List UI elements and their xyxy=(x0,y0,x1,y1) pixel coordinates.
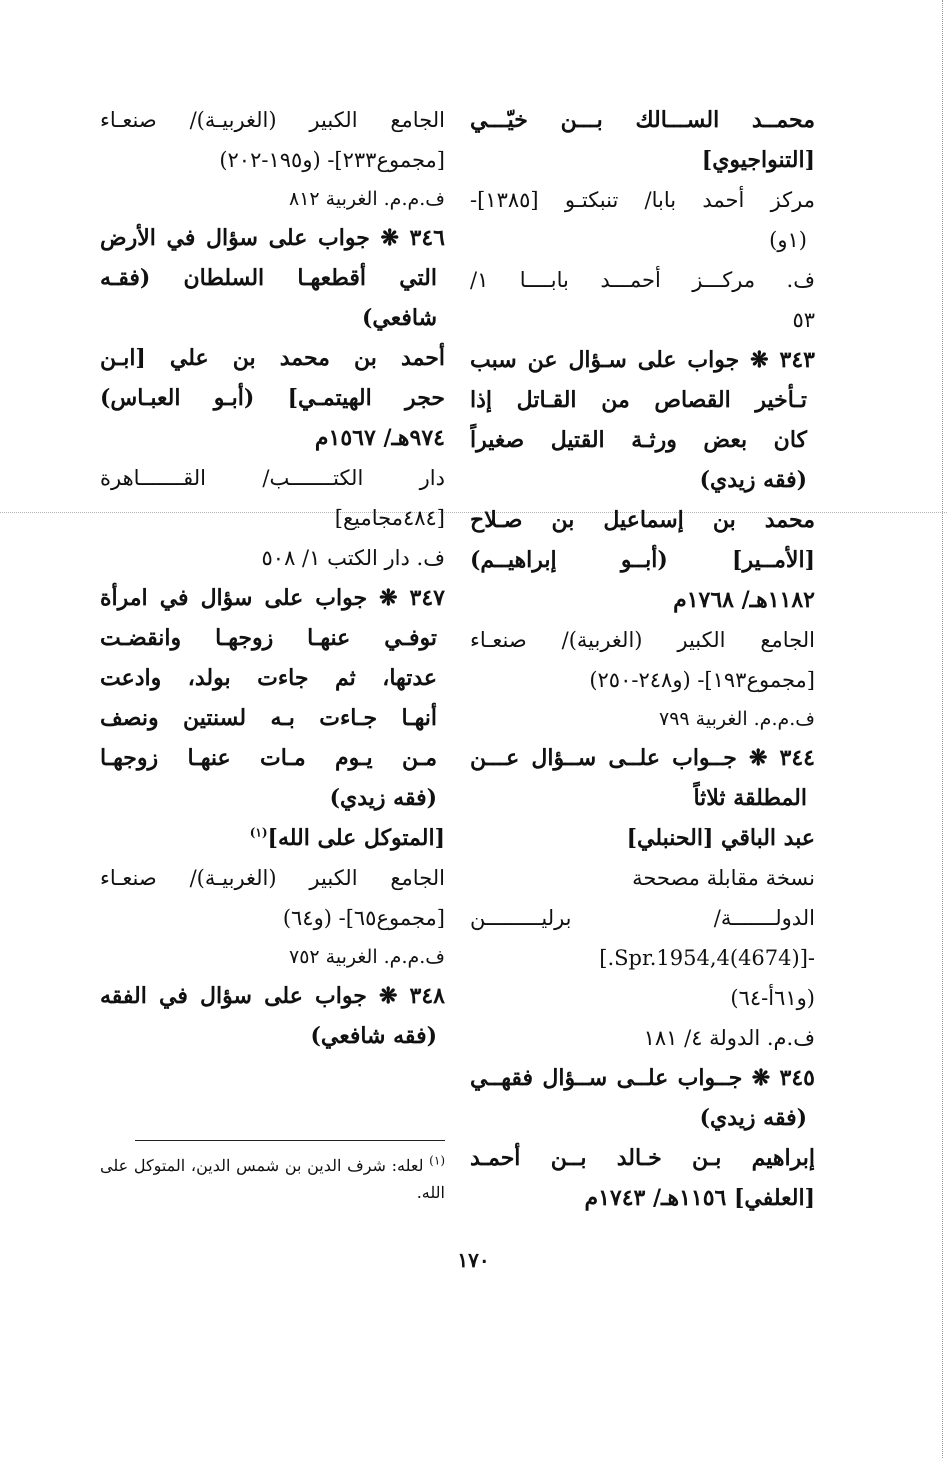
line-text: أحمد بن محمد بن علي [ابـن xyxy=(100,345,445,371)
line-text: مـن يـوم مـات عنهـا زوجهـا xyxy=(100,745,437,771)
right-column-line xyxy=(470,938,815,978)
left-column-line xyxy=(100,976,445,1016)
line-text: ٣٤٣ ❋ جواب على سـؤال عن سبب xyxy=(470,347,815,373)
left-column-line xyxy=(100,140,445,180)
right-column xyxy=(470,100,815,1218)
right-column-line xyxy=(470,858,815,898)
right-column-line xyxy=(470,180,815,220)
right-column-line xyxy=(470,580,815,620)
right-column-line xyxy=(470,260,815,300)
line-text: ٣٤٧ ❋ جواب على سؤال في امرأة xyxy=(100,585,445,611)
left-column-line xyxy=(100,378,445,418)
right-column-line xyxy=(470,100,815,140)
line-text: نسخة مقابلة مصححة xyxy=(632,866,815,890)
line-text: [مجموع١٩٣]- (و٢٤٨-٢٥٠) xyxy=(589,668,815,692)
left-column-line xyxy=(100,298,445,338)
line-text: ٣٤٦ ❋ جواب على سؤال في الأرض xyxy=(100,225,445,251)
line-text: شافعي) xyxy=(361,305,437,331)
line-text: [التنواجيوي] xyxy=(701,147,815,173)
right-column-line xyxy=(470,500,815,540)
footnote-separator xyxy=(135,1140,445,1141)
right-column-line xyxy=(470,700,815,738)
right-column-line xyxy=(470,1178,815,1218)
line-text: ف.م. الدولة ٤/ ١٨١ xyxy=(643,1026,815,1050)
left-column-line xyxy=(100,658,445,698)
left-column xyxy=(100,100,445,1056)
line-text: عبد الباقي [الحنبلي] xyxy=(626,825,815,851)
line-text: محمــد الســـالك بـــن خيّـــي xyxy=(470,107,815,133)
left-column-line xyxy=(100,698,445,738)
line-text: ١١٨٢هـ/ ١٧٦٨م xyxy=(673,587,815,613)
right-column-line xyxy=(470,540,815,580)
page-edge-dotted-line xyxy=(942,0,943,1458)
line-text: مركز أحمد بابا/ تنبكتـو [١٣٨٥]- xyxy=(470,188,815,212)
left-column-line xyxy=(100,538,445,578)
line-text: عدتها، ثم جاءت بولد، وادعت xyxy=(100,665,437,691)
left-column-line xyxy=(100,458,445,498)
line-text: ٣٤٥ ❋ جــواب علــى ســؤال فقهــي xyxy=(470,1065,815,1091)
right-column-line xyxy=(470,620,815,660)
line-text: ٣٤٨ ❋ جواب على سؤال في الفقه xyxy=(100,983,445,1009)
line-text: إبراهيم بـن خـالد بــن أحمـد xyxy=(470,1145,815,1171)
left-column-line xyxy=(100,418,445,458)
right-column-line xyxy=(470,420,815,460)
left-column-line xyxy=(100,498,445,538)
line-text: (فقه شافعي) xyxy=(310,1023,437,1049)
line-text: [٤٨٤مجاميع] xyxy=(334,506,445,530)
line-text: حجر الهيتمـي] (أبـو العبـاس) xyxy=(100,385,445,411)
left-column-line xyxy=(100,180,445,218)
left-column-line xyxy=(100,738,445,778)
right-column-line xyxy=(470,778,815,818)
line-text: الدولـــــــة/ برليـــــــــن xyxy=(470,906,815,930)
line-text: [مجموع٦٥]- (و٦٤) xyxy=(282,906,445,930)
left-column-line xyxy=(100,858,445,898)
line-text: (فقه زيدي) xyxy=(329,785,437,811)
left-column-line xyxy=(100,818,445,858)
right-column-line xyxy=(470,460,815,500)
line-text: المطلقة ثلاثاً xyxy=(693,785,807,811)
line-text: (١و) xyxy=(769,228,807,252)
line-text: ٩٧٤هـ/ ١٥٦٧م xyxy=(314,425,445,451)
line-text: توفـي عنهـا زوجهـا وانقضـت xyxy=(100,625,437,651)
left-column-line xyxy=(100,938,445,976)
right-column-line xyxy=(470,220,815,260)
line-text: التي أقطعهـا السلطان (فقـه xyxy=(100,265,437,291)
left-column-line xyxy=(100,258,445,298)
line-text: ف.م.م. الغربية ٧٥٢ xyxy=(289,946,445,968)
right-column-line xyxy=(470,738,815,778)
line-text: الجامع الكبير (الغربيـة)/ صنعـاء xyxy=(100,866,445,890)
line-text: (فقه زيدي) xyxy=(699,1105,807,1131)
line-text: ف.م.م. الغربية ٨١٢ xyxy=(289,188,445,210)
line-text: [مجموع٢٣٣]- (و١٩٥-٢٠٢) xyxy=(219,148,445,172)
line-text: [المتوكل على الله] xyxy=(267,825,445,851)
footnote-reference: (١) xyxy=(249,825,268,840)
line-text: ف. مركـــز أحمـــد بابــــا ١/ xyxy=(470,268,815,292)
line-text: ف.م.م. الغربية ٧٩٩ xyxy=(659,708,815,730)
line-text: [الأمــير] (أبــو إبراهيــم) xyxy=(470,547,815,573)
left-column-line xyxy=(100,100,445,140)
footnote-line-2: الله. xyxy=(416,1183,445,1202)
line-text: ٥٣ xyxy=(792,308,815,332)
line-text: دار الكتـــــــب/ القـــــــاهرة xyxy=(100,466,445,490)
right-column-line xyxy=(470,300,815,340)
footnote-text-1: لعله: شرف الدين بن شمس الدين، المتوكل على xyxy=(100,1156,424,1175)
left-column-line xyxy=(100,1016,445,1056)
line-text: ٣٤٤ ❋ جــواب علــى ســؤال عـــن xyxy=(470,745,815,771)
right-column-line xyxy=(470,1058,815,1098)
right-column-line xyxy=(470,898,815,938)
line-text: [العلفي] ١١٥٦هـ/ ١٧٤٣م xyxy=(584,1185,815,1211)
line-text: ف. دار الكتب ١/ ٥٠٨ xyxy=(261,546,445,570)
line-text: محمد بن إسماعيل بن صـلاح xyxy=(470,507,815,533)
line-text: تـأخير القصاص من القـاتل إذا xyxy=(470,387,807,413)
right-column-line xyxy=(470,1138,815,1178)
right-column-line xyxy=(470,1098,815,1138)
left-column-line xyxy=(100,778,445,818)
right-column-line xyxy=(470,818,815,858)
line-text: الجامع الكبير (الغربيـة)/ صنعـاء xyxy=(100,108,445,132)
right-column-line xyxy=(470,340,815,380)
line-text: (و٦١أ-٦٤) xyxy=(730,986,815,1010)
left-column-line xyxy=(100,338,445,378)
footnote-marker: (١) xyxy=(429,1153,445,1168)
left-column-line xyxy=(100,898,445,938)
left-column-line xyxy=(100,218,445,258)
line-text: الجامع الكبير (الغربية)/ صنعـاء xyxy=(470,628,815,652)
right-column-line xyxy=(470,660,815,700)
footnote xyxy=(100,1152,445,1206)
left-column-line xyxy=(100,618,445,658)
right-column-line xyxy=(470,140,815,180)
line-text: -[(4674)Spr.1954,4.] xyxy=(599,946,815,970)
line-text: كان بعض ورثـة القتيل صغيراً xyxy=(470,427,807,453)
line-text: أنهـا جـاءت بـه لسنتين ونصف xyxy=(100,705,437,731)
footnote-line-1 xyxy=(100,1152,445,1179)
right-column-line xyxy=(470,380,815,420)
line-text: (فقه زيدي) xyxy=(699,467,807,493)
right-column-line xyxy=(470,1018,815,1058)
page-number: ١٧٠ xyxy=(457,1248,490,1272)
left-column-line xyxy=(100,578,445,618)
right-column-line xyxy=(470,978,815,1018)
